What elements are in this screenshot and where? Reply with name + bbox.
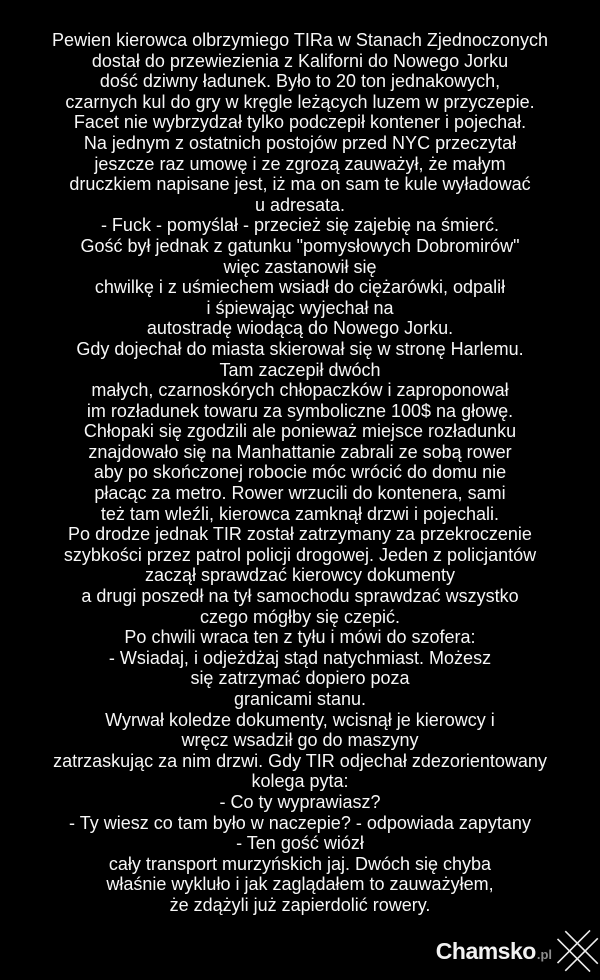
hash-icon [559,928,597,974]
text-line: Facet nie wybrzydzał tylko podczepił kontener i pojechał. [73,112,527,133]
text-line: więc zastanowił się [223,256,377,277]
text-line: druczkiem napisane jest, iż ma on sam te kule wyładować [69,174,531,195]
logo-name: Chamsko [435,937,536,964]
text-line: też tam wleźli, kierowca zamknął drzwi i pojechali. [100,503,500,524]
text-line: wręcz wsadził go do maszyny [181,730,419,751]
logo-tld: .pl [536,946,552,962]
text-line: szybkości przez patrol policji drogowej. Jeden z policjantów [63,544,537,565]
text-line: Na jednym z ostatnich postojów przed NYC przeczytał [83,132,517,153]
text-line: Tam zaczepił dwóch [219,359,381,380]
text-line: właśnie wykluło i jak zaglądałem to zauważyłem, [106,874,494,895]
text-line: im rozładunek towaru za symboliczne 100$ na głowę. [86,400,514,421]
text-line: - Ten gość wiózł [236,833,364,854]
logo-wordmark [436,938,552,965]
text-line: kolega pyta: [251,771,349,792]
text-line: autostradę wiodącą do Nowego Jorku. [146,318,454,339]
text-line: Chłopaki się zgodzili ale ponieważ miejsce rozładunku [83,421,517,442]
text-line: Wyrwał koledze dokumenty, wcisnął je kierowcy i [105,709,495,730]
text-line: a drugi poszedł na tył samochodu sprawdzać wszystko [81,586,519,607]
text-line: i śpiewając wyjechał na [206,297,394,318]
text-line: czego mógłby się czepić. [199,606,401,627]
site-logo [436,928,597,974]
text-line: - Fuck - pomyślał - przecież się zajebię na śmierć. [100,215,500,236]
text-line: cały transport murzyńskich jaj. Dwóch się chyba [108,853,492,874]
text-line: się zatrzymać dopiero poza [190,668,410,689]
text-line: Gość był jednak z gatunku "pomysłowych Dobromirów" [80,235,520,256]
text-line: Pewien kierowca olbrzymiego TIRa w Stanach Zjednoczonych [52,30,548,50]
text-line: - Co ty wyprawiasz? [219,791,381,812]
text-line: u adresata. [254,194,346,215]
text-line: czarnych kul do gry w kręgle leżących luzem w przyczepie. [65,91,535,112]
text-line: Po chwili wraca ten z tyłu i mówi do szofera: [124,627,476,648]
text-line: że zdążyli już zapierdolić rowery. [169,894,431,915]
text-line: małych, czarnoskórych chłopaczków i zaproponował [91,380,509,401]
text-line: znajdowało się na Manhattanie zabrali ze sobą rower [88,441,512,462]
text-line: granicami stanu. [233,689,367,709]
text-line: zaczął sprawdzać kierowcy dokumenty [144,565,456,586]
text-line: aby po skończonej robocie móc wrócić do domu nie [93,462,507,483]
text-line: - Wsiadaj, i odjeżdżaj stąd natychmiast. Możesz [108,647,492,668]
text-line: płacąc za metro. Rower wrzucili do kontenera, sami [94,483,506,504]
text-line: Gdy dojechał do miasta skierował się w stronę Harlemu. [76,338,524,359]
joke-text [0,30,600,916]
text-line: chwilkę i z uśmiechem wsiadł do ciężarówki, odpalił [94,277,506,298]
text-line: jeszcze raz umowę i ze zgrozą zauważył, że małym [94,153,506,174]
text-line: Po drodze jednak TIR został zatrzymany za przekroczenie [68,524,532,545]
text-line: dość dziwny ładunek. Było to 20 ton jednakowych, [99,71,501,92]
text-line: dostał do przewiezienia z Kaliforni do Nowego Jorku [91,50,509,71]
text-line: zatrzaskując za nim drzwi. Gdy TIR odjechał zdezorientowany [53,750,547,771]
text-line: - Ty wiesz co tam było w naczepie? - odpowiada zapytany [69,812,531,833]
